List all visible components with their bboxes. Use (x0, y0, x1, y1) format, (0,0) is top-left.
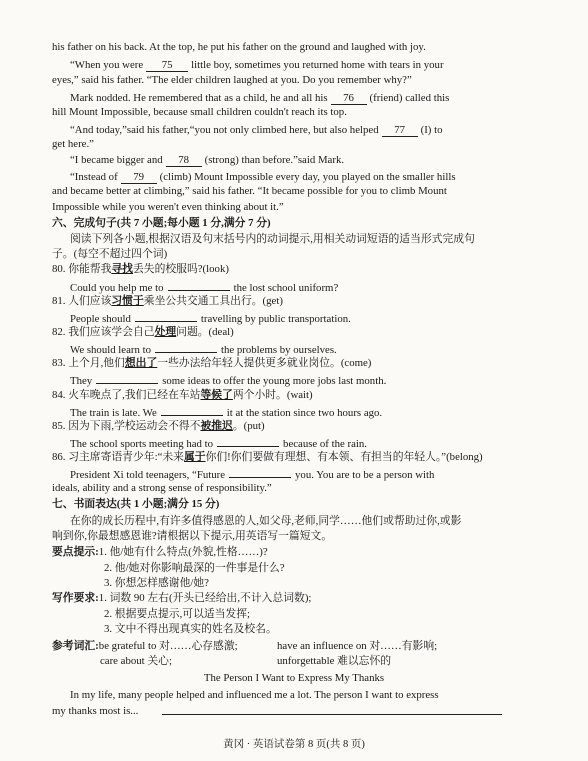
blank-76[interactable]: 76 (331, 92, 367, 105)
question-85: 85. 因为下雨,学校运动会不得不被推迟。(put) (52, 420, 265, 432)
section-title: 六、完成句子(共 7 小题;每小题 1 分,满分 7 分) (52, 217, 271, 229)
question-83: 83. 上个月,他们想出了一些办法给年轻人提供更多就业岗位。(come) (52, 357, 372, 369)
passage-line: his father on his back. At the top, he put his father on the ground and laughed with joy. (52, 41, 426, 53)
passage-line: hill Mount Impossible, because small children couldn't reach its top. (52, 106, 347, 118)
question-82: 82. 我们应该学会自己处理问题。(deal) (52, 326, 234, 338)
passage-line: Mark nodded. He remembered that as a child, he and all his 76 (friend) called this (70, 92, 450, 104)
vocab-item: have an influence on 对……有影响; (277, 640, 438, 652)
answer-85: The school sports meeting had to because of the rain. (70, 435, 367, 451)
question-80: 80. 你能帮我寻找丢失的校服吗?(look) (52, 263, 229, 275)
passage-line: “When you were 75 little boy, sometimes you returned home with tears in your (70, 59, 444, 71)
passage-line: and became better at climbing,” said his father. “It became possible for you to climb Mount (52, 185, 447, 197)
essay-title: The Person I Want to Express My Thanks (203, 672, 385, 684)
key-point-3: 3. 你想怎样感谢他/她? (104, 577, 209, 589)
answer-86-cont: ideals, ability and a strong sense of responsibility.” (52, 482, 272, 494)
answer-blank[interactable] (155, 341, 217, 353)
question-84: 84. 火车晚点了,我们已经在车站等候了两个小时。(wait) (52, 389, 313, 401)
vocab-line-1: 参考词汇:be grateful to 对……心存感激; (52, 640, 238, 652)
passage-line: get here.” (52, 138, 94, 150)
answer-82: We should learn to the problems by ourselves. (70, 341, 337, 357)
answer-86: President Xi told teenagers, “Future you. You are to be a person with (70, 466, 434, 482)
question-81: 81. 人们应该习惯于乘坐公共交通工具出行。(get) (52, 295, 283, 307)
answer-83: They some ideas to offer the young more jobs last month. (70, 372, 386, 388)
section-instruction: 在你的成长历程中,有许多值得感恩的人,如父母,老师,同学……他们或帮助过你,或影 (70, 515, 462, 527)
vocab-item: unforgettable 难以忘怀的 (277, 655, 392, 667)
requirement-2: 2. 根据要点提示,可以适当发挥; (104, 608, 251, 620)
section-title: 七、书面表达(共 1 小题;满分 15 分) (52, 498, 220, 510)
key-point-1: 要点提示:1. 他/她有什么特点(外貌,性格……)? (52, 546, 268, 558)
answer-blank[interactable] (168, 279, 230, 291)
passage-line: “I became bigger and 78 (strong) than before.”said Mark. (70, 154, 345, 166)
passage-line: Impossible while you weren't even thinking about it.” (52, 201, 284, 213)
answer-blank[interactable] (229, 466, 291, 478)
requirement-3: 3. 文中不得出现真实的姓名及校名。 (104, 623, 277, 635)
answer-80: Could you help me to the lost school uniform? (70, 279, 338, 295)
section-instruction: 响到你,你最想感恩谁?请根据以下提示,用英语写一篇短文。 (52, 530, 333, 542)
writing-line[interactable] (162, 714, 502, 715)
answer-blank[interactable] (217, 435, 279, 447)
question-86: 86. 习主席寄语青少年:“未来属于你们!你们要做有理想、有本领、有担当的年轻人。”(belong) (52, 451, 483, 463)
passage-line: “And today,”said his father,“you not only climbed here, but also helped 77 (I) to (70, 124, 443, 136)
key-point-2: 2. 他/她对你影响最深的一件事是什么? (104, 562, 285, 574)
section-instruction: 阅读下列各小题,根据汉语及句末括号内的动词提示,用相关动词短语的适当形式完成句 (70, 233, 475, 245)
answer-blank[interactable] (135, 310, 197, 322)
page-footer: 黄冈 · 英语试卷第 8 页(共 8 页) (223, 739, 365, 750)
vocab-item: care about 关心; (100, 655, 172, 667)
blank-75[interactable]: 75 (146, 59, 188, 72)
blank-79[interactable]: 79 (121, 171, 157, 184)
passage-line: “Instead of 79 (climb) Mount Impossible every day, you played on the smaller hills (70, 171, 456, 183)
answer-blank[interactable] (161, 404, 223, 416)
section-instruction: 子。(每空不超过四个词) (52, 248, 168, 260)
answer-81: People should travelling by public transportation. (70, 310, 351, 326)
passage-line: eyes,” said his father. “The elder children laughed at you. Do you remember why?” (52, 74, 412, 86)
essay-start: my thanks most is... (52, 705, 139, 717)
answer-blank[interactable] (96, 372, 158, 384)
essay-start: In my life, many people helped and influenced me a lot. The person I want to express (70, 689, 439, 701)
requirement-1: 写作要求:1. 词数 90 左右(开头已经给出,不计入总词数); (52, 592, 312, 604)
blank-78[interactable]: 78 (166, 154, 202, 167)
blank-77[interactable]: 77 (382, 124, 418, 137)
answer-84: The train is late. We it at the station since two hours ago. (70, 404, 382, 420)
